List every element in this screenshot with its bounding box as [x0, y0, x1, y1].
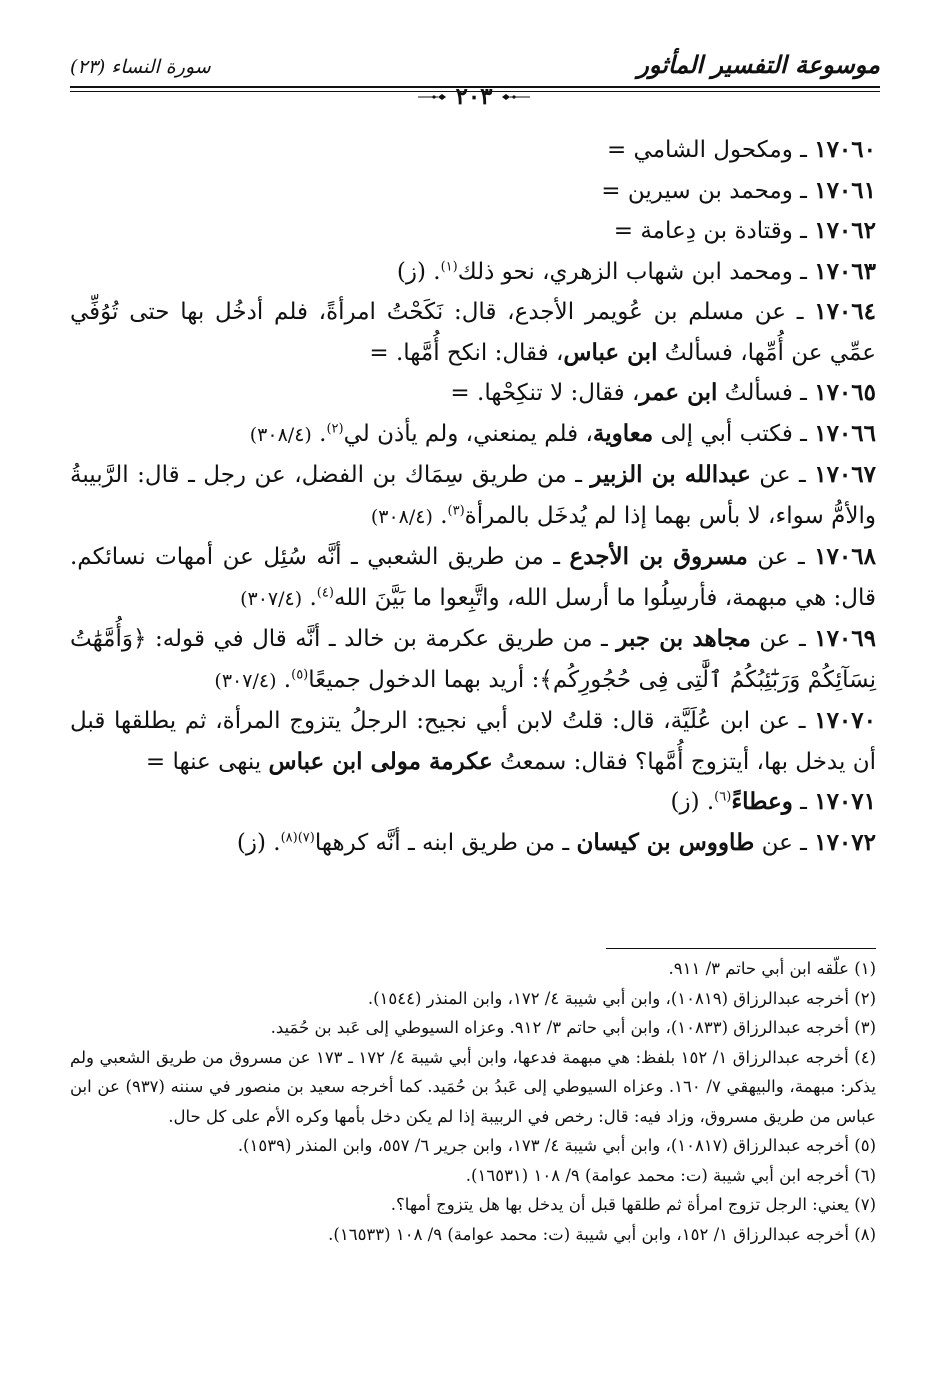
- hadith-entry: [70, 292, 876, 373]
- footnote-ref: (٥): [291, 666, 309, 682]
- entry-number: ١٧٠٦٧: [814, 461, 876, 488]
- entry-text: ـ من طريق عكرمة بن خالد ـ أنَّه قال في قوله: ﴿وَأُمَّهَٰتُ نِسَآئِكُمْ وَرَبَٰٓئِبُكُمُ ٱلَّٰتِى فِى حُجُورِكُم﴾: أريد بهما الدخول جميعًا: [70, 626, 876, 693]
- footnote-ref: (٤): [316, 584, 334, 600]
- entry-text: ، فلم يمنعني، ولم يأذن لي: [343, 420, 593, 447]
- ornament-left-icon: [418, 92, 446, 102]
- entry-number: ١٧٠٧١: [814, 788, 876, 815]
- entry-text: ، فقال: انكح أُمَّها. =: [369, 339, 564, 366]
- narrator-name: ابن عباس: [563, 338, 658, 366]
- entry-number: ١٧٠٦٤: [814, 298, 876, 325]
- footnotes: [70, 954, 876, 1249]
- entry-text: ـ من طريق الشعبي ـ أنَّه سُئِل عن أمهات نسائكم. قال: هي مبهمة، فأرسِلُوا ما أرسل الله، واتَّبِعوا ما بَيَّنَ الله: [70, 544, 876, 611]
- hadith-entry: [70, 130, 876, 171]
- entry-text: . (ز): [396, 258, 441, 285]
- entry-text: .: [302, 584, 317, 611]
- hadith-entry: [70, 252, 876, 293]
- footnote: (٥) أخرجه عبدالرزاق (١٠٨١٧)، وابن أبي شيبة ٤/ ١٧٣، وابن جرير ٦/ ٥٥٧، وابن المنذر (١٥٣٩).: [237, 1136, 876, 1155]
- narrator-name: ابن عمر: [639, 379, 718, 406]
- entry-text: ـ عن ابن عُلَيَّة، قال: قلتُ لابن أبي نجيح: الرجلُ يتزوج المرأة، ثم يطلقها قبل أن يدخل بها، أيتزوج أُمَّها؟ فقال: سمعتُ: [70, 708, 876, 775]
- surah-title: سورة النساء (٢٣): [70, 56, 211, 78]
- entry-text: . (ز): [670, 789, 715, 815]
- hadith-entry: [70, 211, 876, 252]
- entry-text: ـ عن: [754, 829, 815, 856]
- entry-number: ١٧٠٧٢: [814, 828, 876, 856]
- book-title: موسوعة التفسير المأثور: [637, 50, 880, 79]
- narrator-name: طاووس بن كيسان: [576, 828, 755, 856]
- hadith-entry: [70, 455, 876, 537]
- footnote: (١) علّقه ابن أبي حاتم ٣/ ٩١١.: [668, 959, 876, 978]
- entry-text: ـ عن: [747, 544, 815, 570]
- hadith-entry: [70, 171, 876, 212]
- entry-text: ـ ومكحول الشامي =: [606, 137, 815, 163]
- hadith-entry: [70, 537, 876, 619]
- entry-text: .: [276, 666, 292, 693]
- volume-reference: (٣٠٨/٤): [249, 423, 312, 446]
- volume-reference: (٣٠٨/٤): [370, 505, 433, 528]
- entry-number: ١٧٠٦٠: [814, 136, 876, 163]
- hadith-entry: [70, 619, 876, 701]
- footnote: (٢) أخرجه عبدالرزاق (١٠٨١٩)، وابن أبي شيبة ٤/ ١٧٢، وابن المنذر (١٥٤٤).: [367, 988, 876, 1008]
- hadith-entry: [70, 373, 876, 414]
- page-number: ٢٠٣: [455, 83, 493, 110]
- entry-number: ١٧٠٦٦: [814, 419, 876, 447]
- footnote-ref: (٢): [326, 420, 344, 436]
- entry-text: ـ من طريق سِمَاك بن الفضل، عن رجل ـ قال: الرَّبيبةُ والأمُّ سواء، لا بأس بهما إذا لم يُدخَل بالمرأة: [70, 462, 876, 529]
- hadith-entry: [70, 823, 876, 864]
- hadith-entry: [70, 701, 876, 782]
- entry-text: ـ: [792, 789, 815, 815]
- entry-text: .: [311, 420, 327, 447]
- entry-text: . (ز): [236, 829, 281, 856]
- entry-number: ١٧٠٦٢: [814, 217, 876, 244]
- narrator-name: عبدالله بن الزبير: [590, 461, 751, 488]
- entry-number: ١٧٠٦٣: [814, 257, 876, 285]
- ornament-right-icon: [502, 92, 530, 102]
- footnote-ref: (٧)(٨): [280, 829, 315, 845]
- volume-reference: (٣٠٧/٤): [214, 669, 277, 692]
- entry-number: ١٧٠٦٨: [814, 543, 876, 570]
- footnote: (٣) أخرجه عبدالرزاق (١٠٨٣٣)، وابن أبي حاتم ٣/ ٩١٢. وعزاه السيوطي إلى عَبد بن حُمَيد.: [270, 1018, 876, 1037]
- footnote: (٨) أخرجه عبدالرزاق ١/ ١٥٢، وابن أبي شيبة (ت: محمد عوامة) ٩/ ١٠٨ (١٦٥٣٣).: [328, 1224, 876, 1244]
- entry-text: ـ وقتادة بن دِعامة =: [613, 218, 815, 244]
- entry-text: ـ فسألتُ: [717, 380, 815, 406]
- entry-text: ـ عن: [750, 626, 815, 652]
- hadith-entry: [70, 414, 876, 456]
- entry-text: .: [432, 502, 448, 529]
- page-number-block: [0, 83, 948, 110]
- entry-text: ـ ومحمد ابن شهاب الزهري، نحو ذلك: [457, 258, 815, 285]
- entry-text: ـ ومحمد بن سيرين =: [601, 177, 815, 204]
- footnote-ref: (٦): [714, 789, 732, 805]
- entry-number: ١٧٠٧٠: [814, 707, 876, 734]
- narrator-name: معاوية: [592, 419, 654, 447]
- entry-number: ١٧٠٦١: [814, 176, 876, 204]
- main-text: [70, 130, 876, 863]
- entry-text: ، فقال: لا تنكِحْها. =: [450, 380, 640, 406]
- footnote: (٦) أخرجه ابن أبي شيبة (ت: محمد عوامة) ٩/ ١٠٨ (١٦٥٣١).: [465, 1165, 876, 1185]
- entry-text: ـ من طريق ابنه ـ أنَّه كرهها: [314, 829, 577, 856]
- narrator-name: مسروق بن الأجدع: [569, 543, 748, 570]
- entry-text: ـ فكتب أبي إلى: [653, 420, 815, 447]
- entry-number: ١٧٠٦٩: [814, 625, 876, 652]
- footnote: (٤) أخرجه عبدالرزاق ١/ ١٥٢ بلفظ: هي مبهمة فدعها، وابن أبي شيبة ٤/ ١٧٢ ـ ١٧٣ عن مسروق من طريق الشعبي ولم يذكر: مبهمة، والبيهقي ٧/ ١٦٠. وعزاه السيوطي إلى عَبدُ بن حُمَيد. كما أخرجه سعيد بن منصور في سننه (٩٣٧) عن ابن عباس من طريق مسروق، وزاد فيه: قال: رخص في الربيبة إذا لم يكن دخل بأمها وكره الأم على كل حال.: [70, 1047, 877, 1126]
- volume-reference: (٣٠٧/٤): [240, 587, 303, 610]
- hadith-entry: [70, 782, 876, 823]
- entry-text: ينهى عنها =: [145, 748, 269, 775]
- narrator-name: وعطاءً: [731, 788, 793, 815]
- footnote: (٧) يعني: الرجل تزوج امرأة ثم طلقها قبل أن يدخل بها هل يتزوج أمها؟.: [390, 1195, 876, 1214]
- narrator-name: عكرمة مولى ابن عباس: [268, 747, 493, 775]
- footnote-separator: [606, 948, 876, 949]
- narrator-name: مجاهد بن جبر: [616, 625, 751, 652]
- entry-number: ١٧٠٦٥: [814, 379, 876, 406]
- footnote-ref: (١): [440, 258, 458, 274]
- footnote-ref: (٣): [447, 502, 465, 518]
- entry-text: ـ عن مسلم بن عُويمر الأجدع، قال: نَكَحْتُ امرأةً، فلم أدخُل بها حتى تُوُفِّي عمِّي عن أُمِّها، فسألتُ: [70, 299, 876, 366]
- entry-text: ـ عن: [750, 462, 815, 488]
